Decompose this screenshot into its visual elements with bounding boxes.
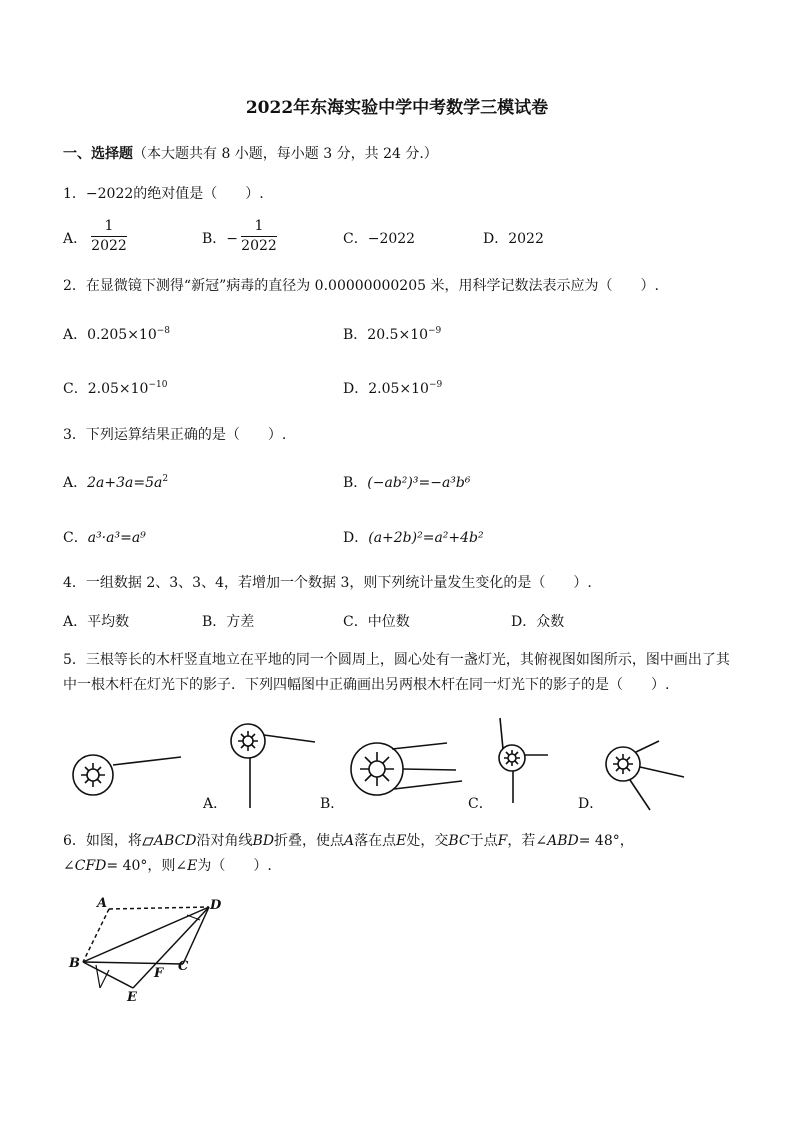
option-d: D．$2.05\times 10^{-9}$ [343,380,443,397]
question-number: 2． [63,278,86,294]
question-6-line-2: ∠CFD= 40°，则∠E为（ ）. [63,858,272,874]
point-b-label: B [69,956,80,971]
question-5-line-2: 中一根木杆在灯光下的影子．下列四幅图中正确画出另两根木杆在同一灯光下的影子的是（ ）. [63,677,670,693]
question-text: 一组数据 2、3、3、4，若增加一个数据 3，则下列统计量发生变化的是（ ）. [85,575,592,591]
point-a-label: A [97,896,108,911]
question-number: 6． [63,833,86,849]
option-c: C．−2022 [343,231,416,247]
option-a-label: A． [63,231,88,247]
negative-sign: − [226,231,239,247]
page-title: 2022年东海实验中学中考数学三模试卷 [245,98,549,118]
question-text: 下列运算结果正确的是（ ）. [85,427,287,443]
option-b-label: B．− [202,231,239,247]
question-number: 5． [63,652,86,668]
question-number: 3． [63,427,86,443]
point-c-label: C [178,959,189,974]
option-c: C．中位数 [343,614,410,630]
option-d: D．(a+2b)²=a²+4b² [343,530,484,546]
question-number: 4． [63,575,86,591]
option-a: A．平均数 [63,614,130,630]
section-title: 一、选择题 [63,146,133,162]
point-d-label: D [210,898,222,913]
question-6-line-1: 6．如图，将 ABCD沿对角线BD折叠，使点A落在点E处，交BC于点F，若∠ABD= 48°， [63,833,634,849]
question-text: −2022的绝对值是（ ）. [85,186,264,202]
option-b: B．$20.5\times 10^{-9}$ [343,326,442,343]
denominator: 2022 [241,238,277,254]
option-a: A．$2a+3a=5a^2$ [63,474,169,491]
option-c: C．$2.05\times 10^{-10}$ [63,380,168,397]
option-a: A．$0.205\times 10^{-8}$ [63,326,171,343]
denominator: 2022 [91,238,127,254]
section-note: （本大题共有 8 小题，每小题 3 分，共 24 分.） [133,146,438,162]
question-number: 1． [63,186,86,202]
numerator: 1 [104,218,114,234]
numerator: 1 [254,218,264,234]
figure-label-b: B． [320,796,345,812]
figure-label-a: A． [203,796,228,812]
option-d: D．2022 [483,231,544,247]
option-b: B．(−ab²)³=−a³b⁶ [343,475,471,491]
point-f-label: F [154,966,164,981]
option-d: D．众数 [511,614,565,630]
question-5-line-1: 5．三根等长的木杆竖直地立在平地的同一个圆周上，圆心处有一盏灯光，其俯视图如图所示，图中画出了其 [63,652,730,668]
figure-label-c: C． [468,796,493,812]
point-e-label: E [127,990,137,1005]
question-text: 在显微镜下测得“新冠”病毒的直径为 0.00000000205 米，用科学记数法表示应为（ ）. [85,278,659,294]
figure-label-d: D． [578,796,604,812]
option-c: C．a³·a³=a⁹ [63,530,146,546]
option-b: B．方差 [202,614,255,630]
